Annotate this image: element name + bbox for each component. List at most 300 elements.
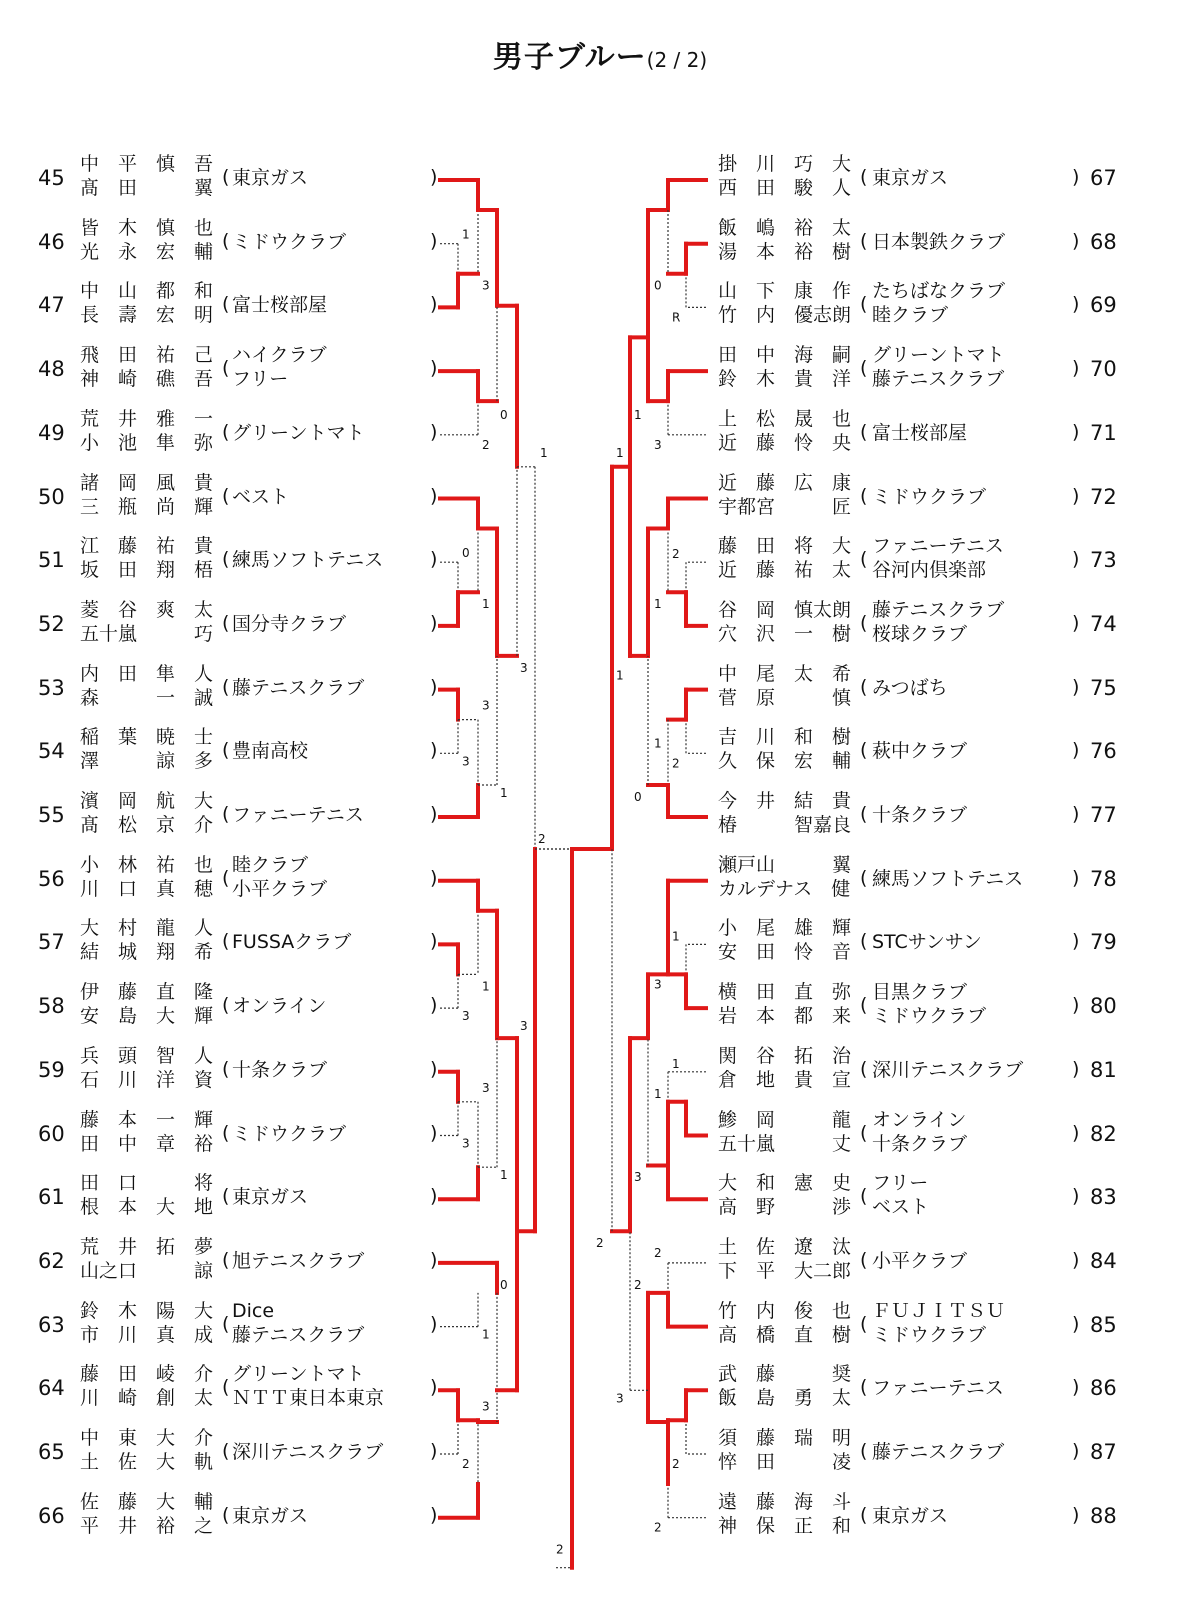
player-2-name: 平 井 裕 之 — [80, 1514, 214, 1537]
entry-number: 53 — [38, 675, 65, 700]
player-1-name: 中 尾 太 希 — [718, 662, 852, 685]
player-names — [718, 916, 851, 964]
paren-open: ( — [860, 229, 868, 252]
match-score: 1 — [634, 408, 642, 423]
team-name: 藤テニスクラブ — [872, 1441, 1005, 1463]
entry-number: 81 — [1090, 1057, 1117, 1082]
paren-open: ( — [222, 1376, 230, 1399]
paren-close: ) — [430, 1440, 438, 1462]
paren-open: ( — [222, 357, 230, 380]
paren-close: ) — [1072, 1440, 1080, 1462]
paren-close: ) — [430, 1248, 438, 1271]
player-2-name: 倉 地 貴 宣 — [718, 1068, 852, 1091]
team-name: 東京ガス — [872, 1504, 949, 1527]
paren-open: ( — [222, 1503, 230, 1526]
paren-close: ) — [430, 484, 438, 507]
team-names — [872, 803, 967, 827]
paren-close: ) — [1072, 1185, 1080, 1208]
paren-open: ( — [860, 1057, 868, 1080]
paren-close: ) — [1072, 1376, 1080, 1399]
player-names — [718, 789, 851, 837]
team-name: ミドウクラブ — [232, 1122, 347, 1145]
entry-row — [0, 849, 1200, 913]
player-2-name: 土 佐 大 軌 — [80, 1451, 214, 1473]
player-1-name: 近 藤 広 康 — [718, 471, 852, 494]
team-name: 深川テニスクラブ — [872, 1058, 1024, 1081]
team-names — [872, 343, 1005, 391]
player-2-name: 高 野 渉 — [718, 1196, 852, 1219]
team-name: ファニーテニス — [232, 804, 364, 826]
player-2-name: 竹 内 優志朗 — [718, 304, 852, 327]
team-name: グリーントマト — [872, 344, 1005, 367]
entry-number: 50 — [38, 484, 65, 509]
team-names — [872, 1440, 1004, 1464]
match-score: 0 — [462, 546, 470, 561]
player-1-name: 関 谷 拓 治 — [718, 1044, 852, 1067]
match-score: 0 — [500, 1277, 508, 1292]
team-name: 十条クラブ — [872, 1132, 968, 1155]
paren-close: ) — [1072, 229, 1080, 252]
team-name: 富士桜部屋 — [232, 294, 328, 317]
player-1-name: 小 林 祐 也 — [80, 853, 214, 876]
player-1-name: 伊 藤 直 隆 — [80, 981, 214, 1004]
player-2-name: 神 崎 礁 吾 — [80, 368, 214, 391]
team-names — [872, 166, 948, 190]
player-1-name: 皆 木 慎 也 — [80, 216, 214, 239]
player-1-name: 鈴 木 陽 大 — [80, 1299, 214, 1322]
player-names — [718, 1426, 851, 1474]
match-score: 3 — [462, 754, 470, 769]
paren-open: ( — [222, 293, 230, 316]
match-score: 1 — [482, 597, 490, 612]
team-name: 深川テニスクラブ — [232, 1441, 384, 1463]
team-name: ファニーテニス — [872, 1377, 1004, 1400]
player-1-name: 山 下 康 作 — [718, 280, 852, 303]
page-indicator: (2 / 2) — [646, 48, 708, 72]
team-name: フリー — [872, 1172, 929, 1195]
player-2-name: 安 島 大 輝 — [80, 1005, 214, 1028]
entry-number: 83 — [1090, 1185, 1117, 1210]
team-name: 練馬ソフトテニス — [232, 549, 384, 572]
entry-number: 51 — [38, 548, 65, 573]
match-score: 1 — [654, 597, 662, 612]
match-score: 2 — [596, 1236, 604, 1251]
team-name: 目黒クラブ — [872, 981, 968, 1004]
player-1-name: 藤 本 一 輝 — [80, 1108, 214, 1131]
entry-row — [0, 467, 1200, 531]
match-score: 2 — [672, 547, 680, 562]
entry-row — [0, 530, 1200, 594]
player-1-name: 佐 藤 大 輔 — [80, 1490, 214, 1513]
paren-open: ( — [222, 611, 230, 634]
entry-number: 79 — [1090, 930, 1117, 955]
paren-open: ( — [860, 994, 868, 1017]
entry-row — [0, 721, 1200, 785]
paren-open: ( — [860, 675, 868, 698]
paren-close: ) — [430, 1503, 438, 1526]
entry-number: 60 — [38, 1121, 65, 1146]
player-2-name: 高 橋 直 樹 — [718, 1323, 852, 1346]
entry-row — [0, 1104, 1200, 1168]
team-names — [872, 534, 1004, 582]
entry-number: 54 — [38, 739, 65, 764]
entry-number: 85 — [1090, 1312, 1117, 1337]
player-2-name: 光 永 宏 輔 — [80, 240, 214, 263]
paren-open: ( — [860, 930, 868, 953]
paren-open: ( — [860, 1185, 868, 1208]
paren-close: ) — [1072, 930, 1080, 953]
player-names — [718, 1299, 851, 1347]
paren-close: ) — [430, 357, 438, 380]
paren-open: ( — [860, 1503, 868, 1526]
team-name: 藤テニスクラブ — [872, 368, 1005, 391]
entry-number: 87 — [1090, 1440, 1117, 1464]
entry-number: 67 — [1090, 166, 1117, 190]
team-name: グリーントマト — [232, 1363, 365, 1386]
paren-open: ( — [860, 866, 868, 889]
entry-row — [0, 1295, 1200, 1359]
player-1-name: 瀬戸山 翼 — [718, 853, 852, 876]
entry-row — [0, 912, 1200, 976]
entry-number: 78 — [1090, 866, 1117, 891]
match-score: 2 — [538, 832, 546, 846]
paren-open: ( — [860, 357, 868, 380]
entry-number: 84 — [1090, 1248, 1117, 1273]
paren-close: ) — [1072, 1248, 1080, 1271]
paren-open: ( — [222, 930, 230, 953]
paren-close: ) — [430, 229, 438, 252]
team-names — [872, 485, 986, 509]
entry-number: 88 — [1090, 1503, 1117, 1528]
player-2-name: 森 一 誠 — [80, 686, 214, 709]
paren-close: ) — [430, 420, 438, 443]
paren-open: ( — [860, 803, 868, 825]
team-name: ハイクラブ — [232, 344, 327, 367]
entry-number: 82 — [1090, 1121, 1117, 1146]
match-score: 3 — [616, 1391, 624, 1406]
player-1-name: 荒 井 拓 夢 — [80, 1235, 214, 1258]
team-name: グリーントマト — [232, 421, 365, 444]
match-score: 1 — [462, 227, 470, 242]
match-score: 3 — [520, 660, 528, 675]
player-2-name: 山之口 諒 — [80, 1259, 214, 1282]
player-2-name: 宇都宮 匠 — [718, 495, 852, 518]
entry-row — [0, 212, 1200, 276]
player-names — [718, 1490, 851, 1538]
entry-number: 74 — [1090, 611, 1117, 636]
player-1-name: 谷 岡 慎太朗 — [718, 598, 852, 621]
team-names — [872, 1058, 1023, 1082]
player-1-name: 諸 岡 風 貴 — [80, 471, 214, 494]
team-name: 東京ガス — [872, 167, 949, 189]
team-name: ＦＵＪＩＴＳＵ — [872, 1299, 1006, 1322]
match-score: 1 — [500, 786, 508, 800]
player-2-name: 根 本 大 地 — [80, 1196, 214, 1219]
paren-open: ( — [222, 994, 230, 1017]
entry-row — [0, 148, 1200, 212]
entry-row — [0, 1231, 1200, 1295]
paren-open: ( — [222, 803, 230, 825]
entry-row — [0, 1040, 1200, 1104]
team-names — [872, 279, 1005, 327]
paren-close: ) — [430, 1312, 438, 1335]
team-name: 藤テニスクラブ — [232, 676, 365, 699]
entry-row — [0, 339, 1200, 403]
page-title: 男子ブルー(2 / 2) — [492, 40, 708, 75]
player-1-name: 中 山 都 和 — [80, 280, 214, 303]
player-1-name: 大 和 憲 史 — [718, 1172, 852, 1195]
paren-open: ( — [860, 1376, 868, 1399]
match-score: 0 — [500, 408, 508, 423]
paren-close: ) — [430, 1376, 438, 1399]
team-names — [872, 1376, 1004, 1400]
team-name: ミドウクラブ — [872, 1005, 987, 1028]
player-2-name: 穴 沢 一 樹 — [718, 622, 852, 645]
match-score: 2 — [654, 1245, 662, 1260]
player-1-name: 飯 嶋 裕 太 — [718, 216, 852, 239]
entry-row — [0, 403, 1200, 467]
paren-open: ( — [860, 548, 868, 571]
paren-close: ) — [1072, 293, 1080, 316]
paren-close: ) — [430, 1121, 438, 1144]
player-names — [718, 1171, 851, 1219]
entry-number: 56 — [38, 866, 65, 891]
entry-number: 59 — [38, 1057, 65, 1082]
match-score: 3 — [654, 437, 662, 452]
match-score: 2 — [462, 1457, 470, 1471]
player-1-name: 菱 谷 爽 太 — [80, 598, 214, 621]
match-score: 1 — [654, 736, 662, 751]
team-name: フリー — [232, 368, 289, 391]
paren-close: ) — [1072, 484, 1080, 507]
paren-open: ( — [860, 293, 868, 316]
team-names — [872, 1299, 1005, 1347]
player-2-name: 市 川 真 成 — [80, 1323, 214, 1346]
player-2-name: 久 保 宏 輔 — [718, 750, 852, 773]
player-1-name: 武 藤 奨 — [718, 1363, 852, 1386]
paren-close: ) — [1072, 611, 1080, 634]
team-names — [872, 980, 986, 1028]
player-1-name: 掛 川 巧 大 — [718, 153, 852, 175]
team-name: 旭テニスクラブ — [232, 1249, 365, 1272]
team-names — [872, 739, 967, 763]
player-1-name: 兵 頭 智 人 — [80, 1044, 214, 1067]
player-2-name: 五十嵐 巧 — [80, 622, 214, 645]
player-names — [718, 152, 851, 200]
entry-number: 66 — [38, 1503, 65, 1528]
paren-close: ) — [430, 1185, 438, 1208]
match-score: 1 — [540, 445, 548, 460]
entry-number: 76 — [1090, 739, 1117, 764]
match-score: 1 — [672, 1056, 680, 1071]
entry-row — [0, 658, 1200, 722]
entry-row — [0, 976, 1200, 1040]
paren-open: ( — [222, 866, 230, 889]
player-1-name: 飛 田 祐 己 — [80, 344, 214, 367]
team-name: 国分寺クラブ — [232, 612, 347, 635]
match-score: 1 — [616, 668, 624, 683]
player-2-name: 菅 原 慎 — [718, 686, 852, 709]
player-1-name: 濱 岡 航 大 — [80, 790, 214, 812]
player-names — [718, 1044, 851, 1092]
player-1-name: 藤 田 崚 介 — [80, 1363, 214, 1386]
team-name: 谷河内倶楽部 — [872, 559, 987, 582]
entry-number: 72 — [1090, 484, 1117, 509]
match-score: 3 — [482, 1399, 490, 1414]
paren-open: ( — [222, 1185, 230, 1208]
entry-number: 69 — [1090, 293, 1117, 318]
team-names — [872, 598, 1004, 646]
player-names — [718, 662, 851, 710]
player-2-name: 小 池 隼 弥 — [80, 431, 214, 454]
team-name: 睦クラブ — [872, 304, 949, 327]
entry-row — [0, 785, 1200, 849]
match-score: 3 — [520, 1019, 528, 1034]
team-name: オンライン — [232, 995, 327, 1018]
paren-close: ) — [430, 548, 438, 571]
team-names — [872, 421, 967, 445]
player-2-name: 三 瓶 尚 輝 — [80, 495, 214, 518]
team-name: 東京ガス — [232, 1186, 309, 1209]
entry-number: 73 — [1090, 548, 1117, 573]
player-2-name: 髙 松 京 介 — [80, 814, 214, 836]
player-2-name: 下 平 大二郎 — [718, 1259, 852, 1282]
paren-open: ( — [222, 166, 230, 188]
player-names — [718, 343, 851, 391]
match-score: 3 — [482, 698, 490, 713]
team-name: 小平クラブ — [232, 877, 328, 900]
player-2-name: 川 崎 創 太 — [80, 1387, 214, 1410]
entry-number: 75 — [1090, 675, 1117, 700]
player-names — [718, 279, 851, 327]
team-name: 十条クラブ — [872, 804, 968, 826]
player-2-name: 澤 諒 多 — [80, 750, 214, 773]
player-2-name: 悴 田 凌 — [718, 1451, 852, 1473]
entry-number: 68 — [1090, 229, 1117, 254]
paren-open: ( — [860, 420, 868, 443]
paren-open: ( — [860, 484, 868, 507]
entry-number: 57 — [38, 930, 65, 955]
player-names — [718, 534, 851, 582]
paren-open: ( — [222, 1312, 230, 1335]
entry-number: 45 — [38, 166, 65, 190]
player-1-name: 吉 川 和 樹 — [718, 726, 852, 749]
entry-number: 61 — [38, 1185, 65, 1210]
player-1-name: 遠 藤 海 斗 — [718, 1490, 852, 1513]
player-2-name: 結 城 翔 希 — [80, 941, 214, 964]
paren-open: ( — [222, 739, 230, 762]
team-name: ミドウクラブ — [872, 485, 987, 508]
paren-open: ( — [222, 1440, 230, 1462]
team-name: 十条クラブ — [232, 1058, 328, 1081]
match-score: 2 — [672, 1457, 680, 1471]
paren-close: ) — [1072, 866, 1080, 889]
team-name: 桜球クラブ — [872, 622, 968, 645]
team-names — [872, 867, 1023, 891]
paren-open: ( — [860, 166, 868, 188]
team-name: 東京ガス — [232, 1504, 309, 1527]
entry-number: 70 — [1090, 357, 1117, 382]
match-score: 3 — [654, 977, 662, 992]
match-score: 1 — [482, 1327, 490, 1342]
paren-open: ( — [222, 548, 230, 571]
paren-close: ) — [430, 675, 438, 698]
match-score: 2 — [482, 437, 490, 452]
entry-number: 47 — [38, 293, 65, 318]
team-name: Dice — [232, 1299, 275, 1322]
team-name: 萩中クラブ — [872, 740, 968, 763]
player-2-name: 鈴 木 貴 洋 — [718, 368, 852, 391]
player-1-name: 横 田 直 弥 — [718, 981, 852, 1004]
player-1-name: 今 井 結 貴 — [718, 790, 852, 812]
player-1-name: 藤 田 将 大 — [718, 535, 852, 558]
player-names — [718, 216, 851, 264]
player-2-name: 髙 田 翼 — [80, 177, 214, 199]
player-1-name: 大 村 龍 人 — [80, 917, 214, 940]
match-score: 3 — [482, 278, 490, 293]
match-score: 3 — [462, 1136, 470, 1151]
player-2-name: 神 保 正 和 — [718, 1514, 852, 1537]
player-2-name: 川 口 真 穂 — [80, 877, 214, 900]
team-names — [872, 1108, 967, 1156]
player-2-name: 長 壽 宏 明 — [80, 304, 214, 327]
match-score: 1 — [482, 979, 490, 994]
entry-row — [0, 1486, 1200, 1550]
match-score: 1 — [616, 445, 624, 460]
team-names — [872, 930, 982, 954]
paren-open: ( — [860, 1312, 868, 1335]
entry-number: 48 — [38, 357, 65, 382]
entry-row — [0, 1167, 1200, 1231]
player-1-name: 鯵 岡 龍 — [718, 1108, 852, 1131]
player-2-name: 湯 本 裕 樹 — [718, 240, 852, 263]
player-2-name: 坂 田 翔 梧 — [80, 559, 214, 582]
player-1-name: 荒 井 雅 一 — [80, 407, 214, 430]
match-score: 1 — [672, 929, 680, 944]
player-2-name: 田 中 章 裕 — [80, 1132, 214, 1155]
player-1-name: 竹 内 俊 也 — [718, 1299, 852, 1322]
match-score: 0 — [654, 278, 662, 293]
player-2-name: カルデナス 健 — [718, 877, 851, 900]
player-1-name: 小 尾 雄 輝 — [718, 917, 852, 940]
entry-number: 65 — [38, 1440, 65, 1464]
paren-close: ) — [430, 866, 438, 889]
team-name: 富士桜部屋 — [872, 421, 968, 444]
team-name: 練馬ソフトテニス — [872, 867, 1024, 890]
match-score: 1 — [500, 1168, 508, 1183]
paren-close: ) — [1072, 1312, 1080, 1335]
match-score: 0 — [634, 790, 642, 804]
paren-open: ( — [222, 1057, 230, 1080]
player-names — [718, 1362, 851, 1410]
paren-open: ( — [222, 484, 230, 507]
paren-close: ) — [430, 1057, 438, 1080]
match-score: 2 — [634, 1277, 642, 1292]
paren-open: ( — [222, 229, 230, 252]
team-name: ＮＴＴ東日本東京 — [232, 1387, 385, 1410]
paren-close: ) — [430, 994, 438, 1017]
player-1-name: 内 田 隼 人 — [80, 662, 214, 685]
player-2-name: 飯 島 勇 太 — [718, 1387, 852, 1410]
team-names — [872, 1249, 967, 1273]
team-name: ミドウクラブ — [232, 230, 347, 253]
paren-close: ) — [1072, 166, 1080, 188]
paren-open: ( — [860, 1121, 868, 1144]
entry-row — [0, 275, 1200, 339]
paren-open: ( — [222, 1121, 230, 1144]
player-1-name: 田 口 将 — [80, 1172, 214, 1195]
team-name: 藤テニスクラブ — [232, 1323, 365, 1346]
